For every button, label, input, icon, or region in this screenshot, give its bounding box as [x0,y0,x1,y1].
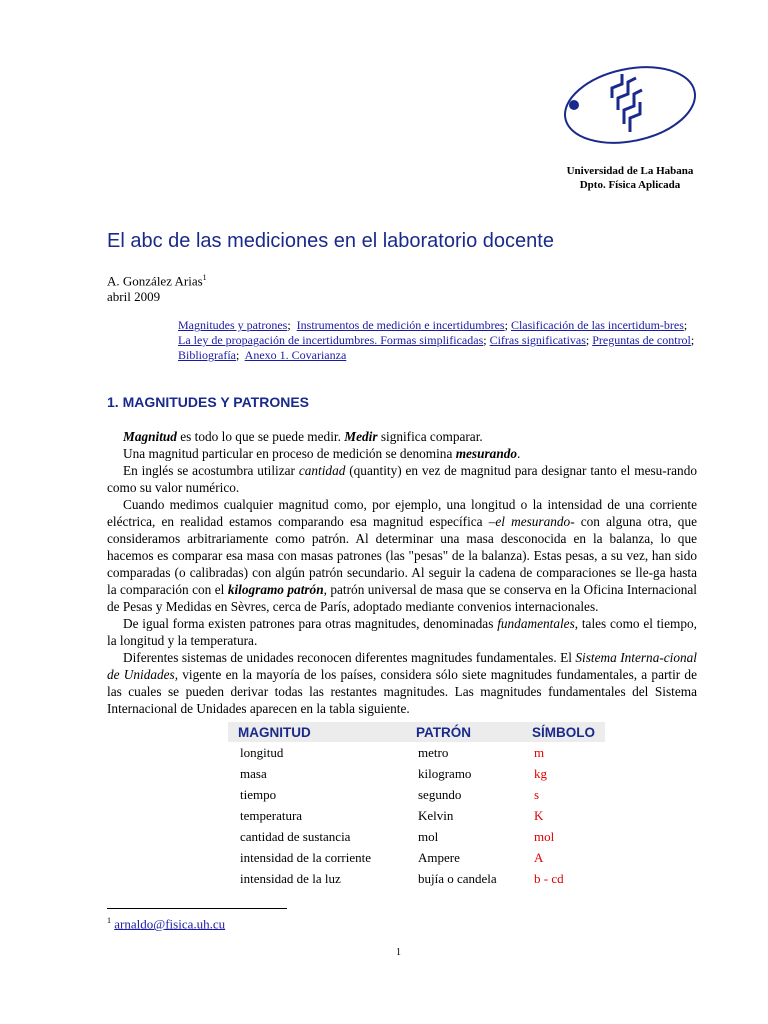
page-number: 1 [396,947,401,958]
cell-magnitud: longitud [240,744,284,760]
table-row [228,784,605,805]
toc-link-bibliografia[interactable]: Bibliografía [178,348,236,362]
cell-patron: mol [418,828,439,844]
toc-link-cifras[interactable]: Cifras significativas [489,333,586,347]
paragraph: Magnitud es todo lo que se puede medir. Medir significa comparar. [123,429,483,444]
cell-magnitud: tiempo [240,786,277,802]
footnote [107,916,225,932]
cell-patron: Kelvin [418,807,454,823]
cell-magnitud: temperatura [240,807,303,823]
cell-magnitud: intensidad de la corriente [240,849,372,865]
paragraph: Una magnitud particular en proceso de medición se denomina mesurando. [123,446,521,461]
cell-magnitud: cantidad de sustancia [240,828,351,844]
university-logo [560,60,700,155]
toc-link-preguntas[interactable]: Preguntas de control [592,333,691,347]
author-name: A. González Arias [107,273,203,289]
toc-link-instrumentos[interactable]: Instrumentos de medición e incertidumbres [296,318,505,332]
col-header-simbolo: SÍMBOLO [522,722,605,742]
toc-link-clasificacion[interactable]: Clasificación de las incertidum-bres [510,318,684,332]
col-header-magnitud: MAGNITUD [228,722,406,742]
table-of-contents: Magnitudes y patrones; Instrumentos de medición e incertidumbres; Clasificación de las incertidum-bres; La ley de propagación de incertidumbres. Formas simplificadas; Cifras significativas; Preguntas de control; Bibliografía; Anexo 1. Covarianza [178,318,695,362]
footnote-ref: 1 [202,273,207,282]
author-block [107,270,207,305]
cell-patron: bujía o candela [418,870,497,886]
body-text [107,428,697,717]
cell-magnitud: intensidad de la luz [240,870,341,886]
paragraph: Diferentes sistemas de unidades reconocen diferentes magnitudes fundamentales. El Sistema Interna-cional de Unidades, vigente en la mayoría de los países, considera sólo siete magnitudes fundamentales, a partir de las cuales se pueden derivar todas las restantes magnitudes. Las magnitudes fundamentales del Sistema Internacional de Unidades aparecen en la tabla siguiente. [107,650,698,716]
table-row [228,868,605,889]
table-row [228,742,605,763]
cell-simbolo: A [534,849,544,865]
author-email-link[interactable]: arnaldo@fisica.uh.cu [114,916,226,932]
toc-link-anexo[interactable]: Anexo 1. Covarianza [244,348,347,362]
cell-patron: metro [418,744,449,760]
department-name: Dpto. Física Aplicada [579,179,681,191]
document-date: abril 2009 [107,289,161,305]
cell-simbolo: mol [534,828,555,844]
paragraph: De igual forma existen patrones para otras magnitudes, denominadas fundamentales, tales como el tiempo, la longitud y la temperatura. [107,616,697,648]
si-units-table [228,722,605,889]
table-row [228,805,605,826]
cell-simbolo: s [534,786,540,802]
section-heading: 1. MAGNITUDES Y PATRONES [107,394,309,410]
toc-link-ley-propagacion[interactable]: La ley de propagación de incertidumbres. Formas simplificadas [178,333,484,347]
cell-patron: kilogramo [418,765,472,781]
institution-header [540,164,720,192]
paragraph: Cuando medimos cualquier magnitud como, por ejemplo, una longitud o la intensidad de una corriente eléctrica, en realidad estamos comparando esa magnitud específica –el mesurando- con alguna otra, que consideramos arbitrariamente como patrón. Al determinar una masa desconocida en la balanza, lo que hacemos es comparar esa masa con masas patrones (las "pesas" de la balanza). Estas pesas, a su vez, han sido comparadas (o calibradas) con algún patrón secundario. Al seguir la cadena de comparaciones se lle-ga hasta la comparación con el kilogramo patrón, patrón universal de masa que se conserva en la Oficina Internacional de Pesas y Medidas en Sèvres, cerca de París, adoptado mediante convenios internacionales. [107,497,697,614]
cell-magnitud: masa [240,765,267,781]
cell-simbolo: m [534,744,545,760]
university-name: Universidad de La Habana [566,165,694,177]
footnote-divider [107,908,287,909]
cell-simbolo: b - cd [534,870,564,886]
cell-patron: Ampere [418,849,460,865]
paragraph: En inglés se acostumbra utilizar cantidad (quantity) en vez de magnitud para designar tanto el mesu-rando como su valor numérico. [107,463,697,495]
table-header-row [228,722,605,742]
document-title: El abc de las mediciones en el laboratorio docente [107,230,554,252]
col-header-patron: PATRÓN [406,722,522,742]
footnote-mark: 1 [107,916,111,925]
table-row [228,847,605,868]
table-row [228,826,605,847]
cell-patron: segundo [418,786,462,802]
toc-link-magnitudes[interactable]: Magnitudes y patrones [178,318,288,332]
cell-simbolo: kg [534,765,547,781]
cell-simbolo: K [534,807,544,823]
table-row [228,763,605,784]
